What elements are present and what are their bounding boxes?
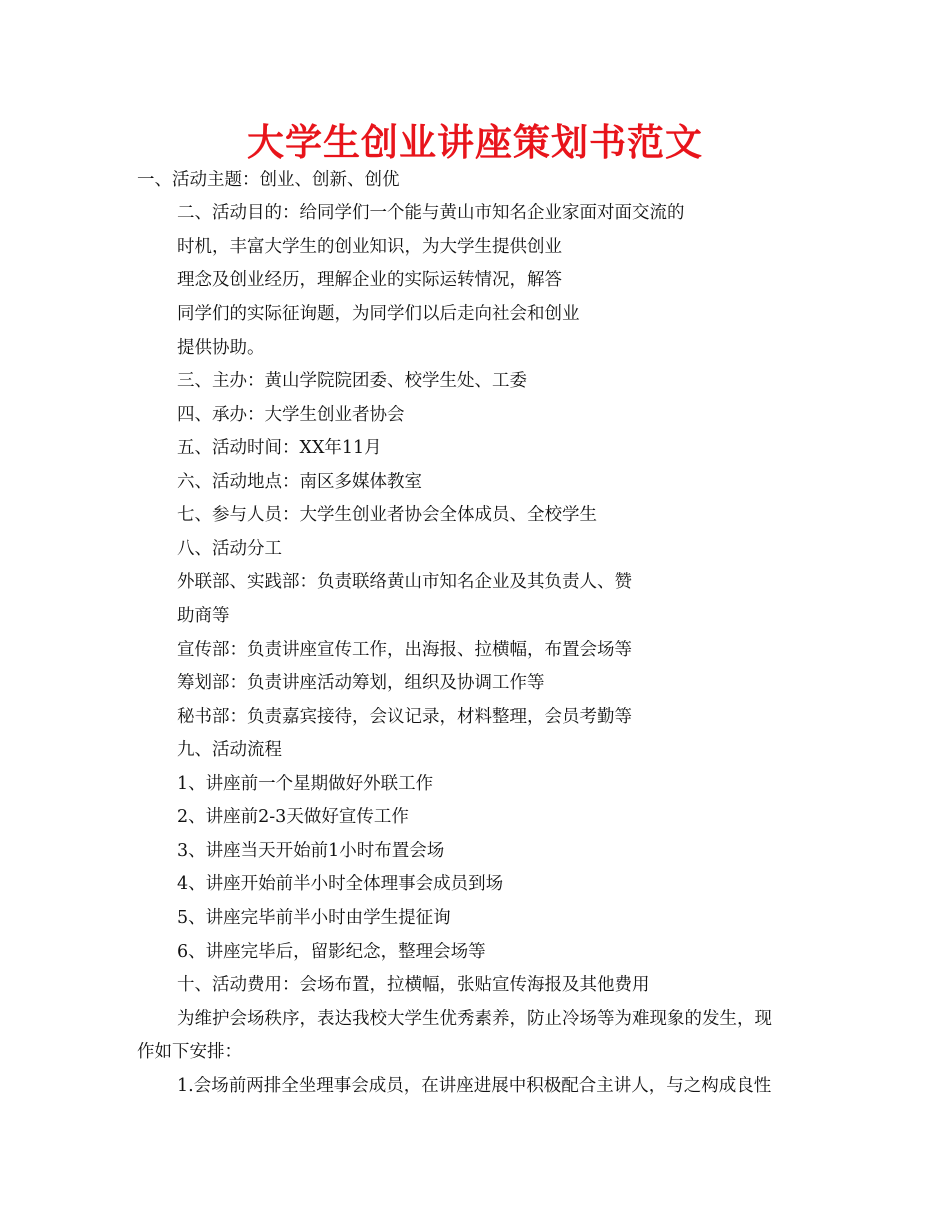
text-line: 提供协助。 <box>177 338 265 358</box>
text-line: 九、活动流程 <box>177 740 282 760</box>
text-line: 筹划部：负责讲座活动筹划，组织及协调工作等 <box>177 673 545 693</box>
text-line: 三、主办：黄山学院院团委、校学生处、工委 <box>177 371 527 391</box>
text-line: 1.会场前两排全坐理事会成员，在讲座进展中积极配合主讲人，与之构成良性 <box>177 1076 772 1096</box>
text-line: 2、讲座前2-3天做好宣传工作 <box>177 807 409 827</box>
text-line: 十、活动费用：会场布置，拉横幅，张贴宣传海报及其他费用 <box>177 975 650 995</box>
text-line: 作如下安排： <box>137 1042 242 1062</box>
text-line: 一、活动主题：创业、创新、创优 <box>137 170 400 190</box>
text-line: 为维护会场秩序，表达我校大学生优秀素养，防止冷场等为难现象的发生，现 <box>177 1009 772 1029</box>
text-line: 3、讲座当天开始前1小时布置会场 <box>177 841 445 861</box>
text-line: 六、活动地点：南区多媒体教室 <box>177 472 422 492</box>
text-line: 七、参与人员：大学生创业者协会全体成员、全校学生 <box>177 505 597 525</box>
document-title: 大学生创业讲座策划书范文 <box>247 121 703 164</box>
text-line: 理念及创业经历，理解企业的实际运转情况，解答 <box>177 270 562 290</box>
text-line: 宣传部：负责讲座宣传工作，出海报、拉横幅，布置会场等 <box>177 640 632 660</box>
text-line: 五、活动时间：XX年11月 <box>177 438 382 458</box>
text-line: 二、活动目的：给同学们一个能与黄山市知名企业家面对面交流的 <box>177 203 685 223</box>
text-line: 1、讲座前一个星期做好外联工作 <box>177 774 434 794</box>
text-line: 时机，丰富大学生的创业知识，为大学生提供创业 <box>177 237 562 257</box>
text-line: 6、讲座完毕后，留影纪念，整理会场等 <box>177 942 486 962</box>
text-line: 5、讲座完毕前半小时由学生提征询 <box>177 908 451 928</box>
text-line: 四、承办：大学生创业者协会 <box>177 405 405 425</box>
text-line: 同学们的实际征询题，为同学们以后走向社会和创业 <box>177 304 580 324</box>
text-line: 4、讲座开始前半小时全体理事会成员到场 <box>177 874 504 894</box>
text-line: 助商等 <box>177 606 230 626</box>
text-line: 外联部、实践部：负责联络黄山市知名企业及其负责人、赞 <box>177 572 632 592</box>
text-line: 八、活动分工 <box>177 539 282 559</box>
text-line: 秘书部：负责嘉宾接待，会议记录，材料整理，会员考勤等 <box>177 707 632 727</box>
